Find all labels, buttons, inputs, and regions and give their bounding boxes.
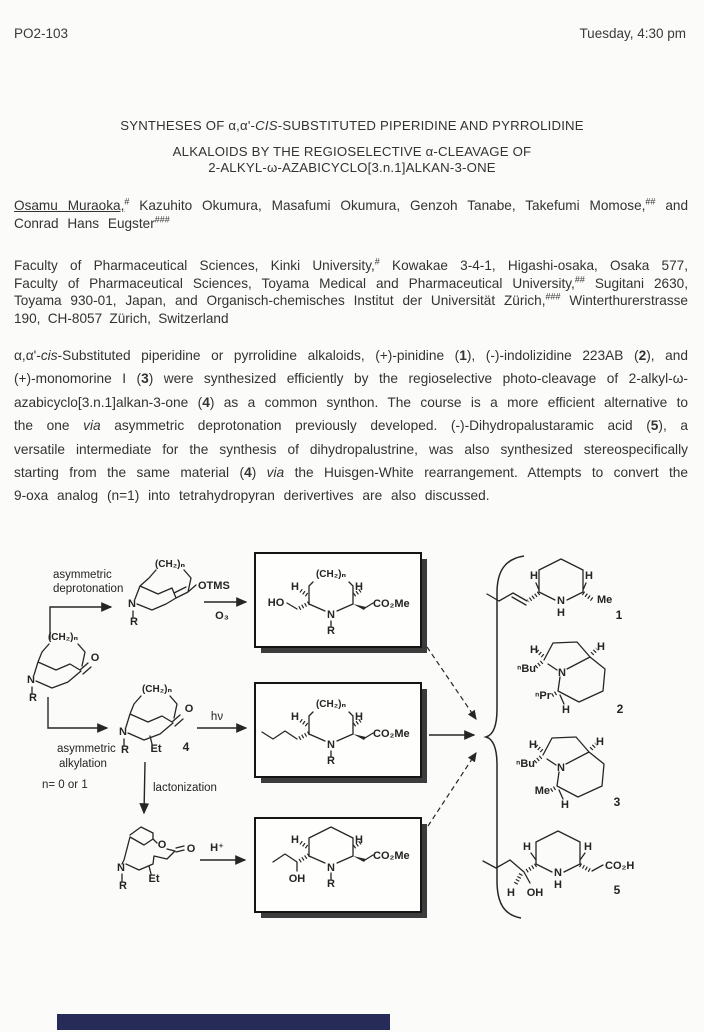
compound-2-number: 2	[616, 702, 624, 716]
lactonization-label: lactonization	[153, 782, 217, 794]
otms-label: OTMS	[198, 580, 230, 592]
converging-arrows	[427, 647, 476, 826]
nitrogen-label: N	[327, 609, 335, 621]
co2me-label: CO₂Me	[373, 728, 410, 740]
paper-title	[30, 118, 674, 176]
paper-number: PO2-103	[14, 26, 69, 41]
ch2n-label: (CH₂)ₙ	[315, 699, 347, 710]
ethyl-label: Et	[148, 873, 160, 885]
abstract-text: α,α'-cis-Substituted piperidine or pyrrolidine alkaloids, (+)-pinidine (1), (-)-indolizidine 223AB (2), and (+)-monomorine I (3) were synthesized efficiently by the regioselective photo-cleavage of 2-alkyl-ω-azabicyclo[3.n.1]alkan-3-one (4) as a common synthon. The course is a more efficient alternative to the one via asymmetric deprotonation previously developed. (-)-Dihydropalustaramic acid (5), a versatile intermediate for the synthesis of dihydropalustrine, was also synthesized stereospecifically starting from the same material (4) via the Huisgen-White rearrangement. Attempts to convert the 9-oxa analog (n=1) into tetrahydropyran derivertives are also discussed.	[14, 348, 689, 504]
r-group-label: R	[327, 625, 335, 637]
npr-label: ⁿPr	[535, 690, 551, 702]
scan-artifact-bar	[57, 1014, 390, 1030]
h-label: H	[530, 644, 538, 656]
h-label: H	[529, 739, 537, 751]
nitrogen-label: N	[557, 595, 565, 607]
nh-label: H	[554, 879, 562, 891]
nitrogen-label: N	[327, 862, 335, 874]
h-label: H	[562, 704, 570, 716]
compound-5-number: 5	[613, 883, 621, 897]
ho-label: HO	[267, 597, 285, 609]
author-list: Osamu Muraoka,# Kazuhito Okumura, Masafumi Okumura, Genzoh Tanabe, Takefumi Momose,## and Conrad Hans Eugster###	[14, 196, 688, 231]
r-group-label: R	[327, 755, 335, 767]
r-group-label: R	[121, 744, 129, 756]
n-condition-label: n= 0 or 1	[42, 779, 88, 791]
h-label: H	[355, 834, 363, 846]
r-group-label: R	[327, 878, 335, 890]
arrow-asymmetric-deprotonation	[50, 569, 123, 640]
h-label: H	[523, 841, 531, 853]
carbonyl-oxygen-label: O	[186, 843, 196, 855]
box-hydroxyethyl-ester	[255, 818, 427, 918]
box-propyl-ester	[255, 683, 427, 783]
nbu-label: ⁿBu	[515, 758, 535, 770]
arrow-lactonization	[144, 762, 217, 813]
session-time: Tuesday, 4:30 pm	[579, 26, 686, 41]
compound-3-number: 3	[613, 795, 621, 809]
h-label: H	[561, 799, 569, 811]
methyl-label: Me	[597, 594, 613, 606]
h-label: H	[584, 841, 592, 853]
nitrogen-label: N	[327, 739, 335, 751]
deprotonation-label-2: deprotonation	[53, 583, 124, 595]
alkylation-label-1: asymmetric	[57, 743, 116, 755]
affiliations: Faculty of Pharmaceutical Sciences, Kinki University,# Kowakae 3-4-1, Higashi-osaka, Osaka 577, Faculty of Pharmaceutical Sciences, Toyama Medical and Pharmaceutical University,## Sugitani 2630, Toyama 930-01, Japan, and Organisch-chemisches Institut der Universität Zürich,### Winterthurerstrasse 190, CH-8057 Zürich, Switzerland	[14, 256, 688, 326]
h-label: H	[530, 570, 538, 582]
page-header	[14, 26, 686, 41]
nbu-label: ⁿBu	[516, 663, 536, 675]
methyl-label: Me	[534, 785, 550, 797]
grouping-brace	[486, 556, 524, 918]
ring-oxygen-label: O	[157, 839, 167, 851]
compound-4-number: 4	[182, 740, 190, 754]
structure-monomorine-3	[516, 736, 621, 811]
ozone-label: O₃	[215, 610, 229, 622]
structure-pinidine-1	[487, 559, 623, 622]
structure-compound-4	[119, 684, 194, 756]
ch2n-label: (CH₂)ₙ	[154, 559, 186, 570]
h-plus-label: H⁺	[210, 842, 224, 854]
h-label: H	[291, 834, 299, 846]
h-label: H	[291, 581, 299, 593]
nitrogen-label: N	[554, 867, 562, 879]
reaction-scheme	[0, 540, 704, 1020]
ch2n-label: (CH₂)ₙ	[315, 569, 347, 580]
structure-ketone-synthon	[27, 632, 100, 704]
nitrogen-label: N	[27, 674, 35, 686]
nitrogen-label: N	[119, 726, 127, 738]
h-label: H	[596, 736, 604, 748]
arrow-photolysis	[197, 711, 246, 728]
h-label: H	[597, 641, 605, 653]
deprotonation-label-1: asymmetric	[53, 569, 112, 581]
h-label: H	[355, 581, 363, 593]
oxygen-label: O	[184, 703, 194, 715]
oh-label: OH	[526, 887, 544, 899]
structure-indolizidine-2	[517, 641, 624, 716]
r-group-label: R	[130, 616, 138, 628]
h-label: H	[355, 711, 363, 723]
nitrogen-label: N	[557, 762, 565, 774]
structure-lactone	[117, 827, 196, 892]
co2me-label: CO₂Me	[373, 598, 410, 610]
alkylation-label-2: alkylation	[59, 758, 107, 770]
ethyl-label: Et	[150, 743, 162, 755]
ch2n-label: (CH₂)ₙ	[141, 684, 173, 695]
nitrogen-label: N	[558, 667, 566, 679]
structure-dihydropalustaramic-acid-5	[483, 831, 634, 899]
oxygen-label: O	[90, 652, 100, 664]
nitrogen-label: N	[128, 598, 136, 610]
title-line-2: ALKALOIDS BY THE REGIOSELECTIVE α-CLEAVAGE OF	[172, 144, 532, 159]
ch2n-label: (CH₂)ₙ	[47, 632, 79, 643]
r-group-label: R	[119, 880, 127, 892]
arrow-asymmetric-alkylation	[42, 697, 116, 791]
nh-label: H	[557, 607, 565, 619]
h-label: H	[585, 570, 593, 582]
nitrogen-label: N	[117, 862, 125, 874]
box-hydroxymethyl-ester	[255, 553, 427, 653]
hv-label: hν	[210, 711, 224, 723]
co2me-label: CO₂Me	[373, 850, 410, 862]
oh-label: OH	[288, 873, 306, 885]
title-line-1: SYNTHESES OF α,α'-CIS-SUBSTITUTED PIPERIDINE AND PYRROLIDINE	[120, 118, 584, 133]
h-label: H	[291, 711, 299, 723]
h-label: H	[507, 887, 515, 899]
compound-1-number: 1	[615, 608, 623, 622]
arrow-acid	[200, 842, 245, 860]
co2h-label: CO₂H	[605, 860, 635, 872]
r-group-label: R	[29, 692, 37, 704]
arrow-ozonolysis	[204, 602, 246, 622]
title-line-3: 2-ALKYL-ω-AZABICYCLO[3.n.1]ALKAN-3-ONE	[208, 160, 496, 175]
